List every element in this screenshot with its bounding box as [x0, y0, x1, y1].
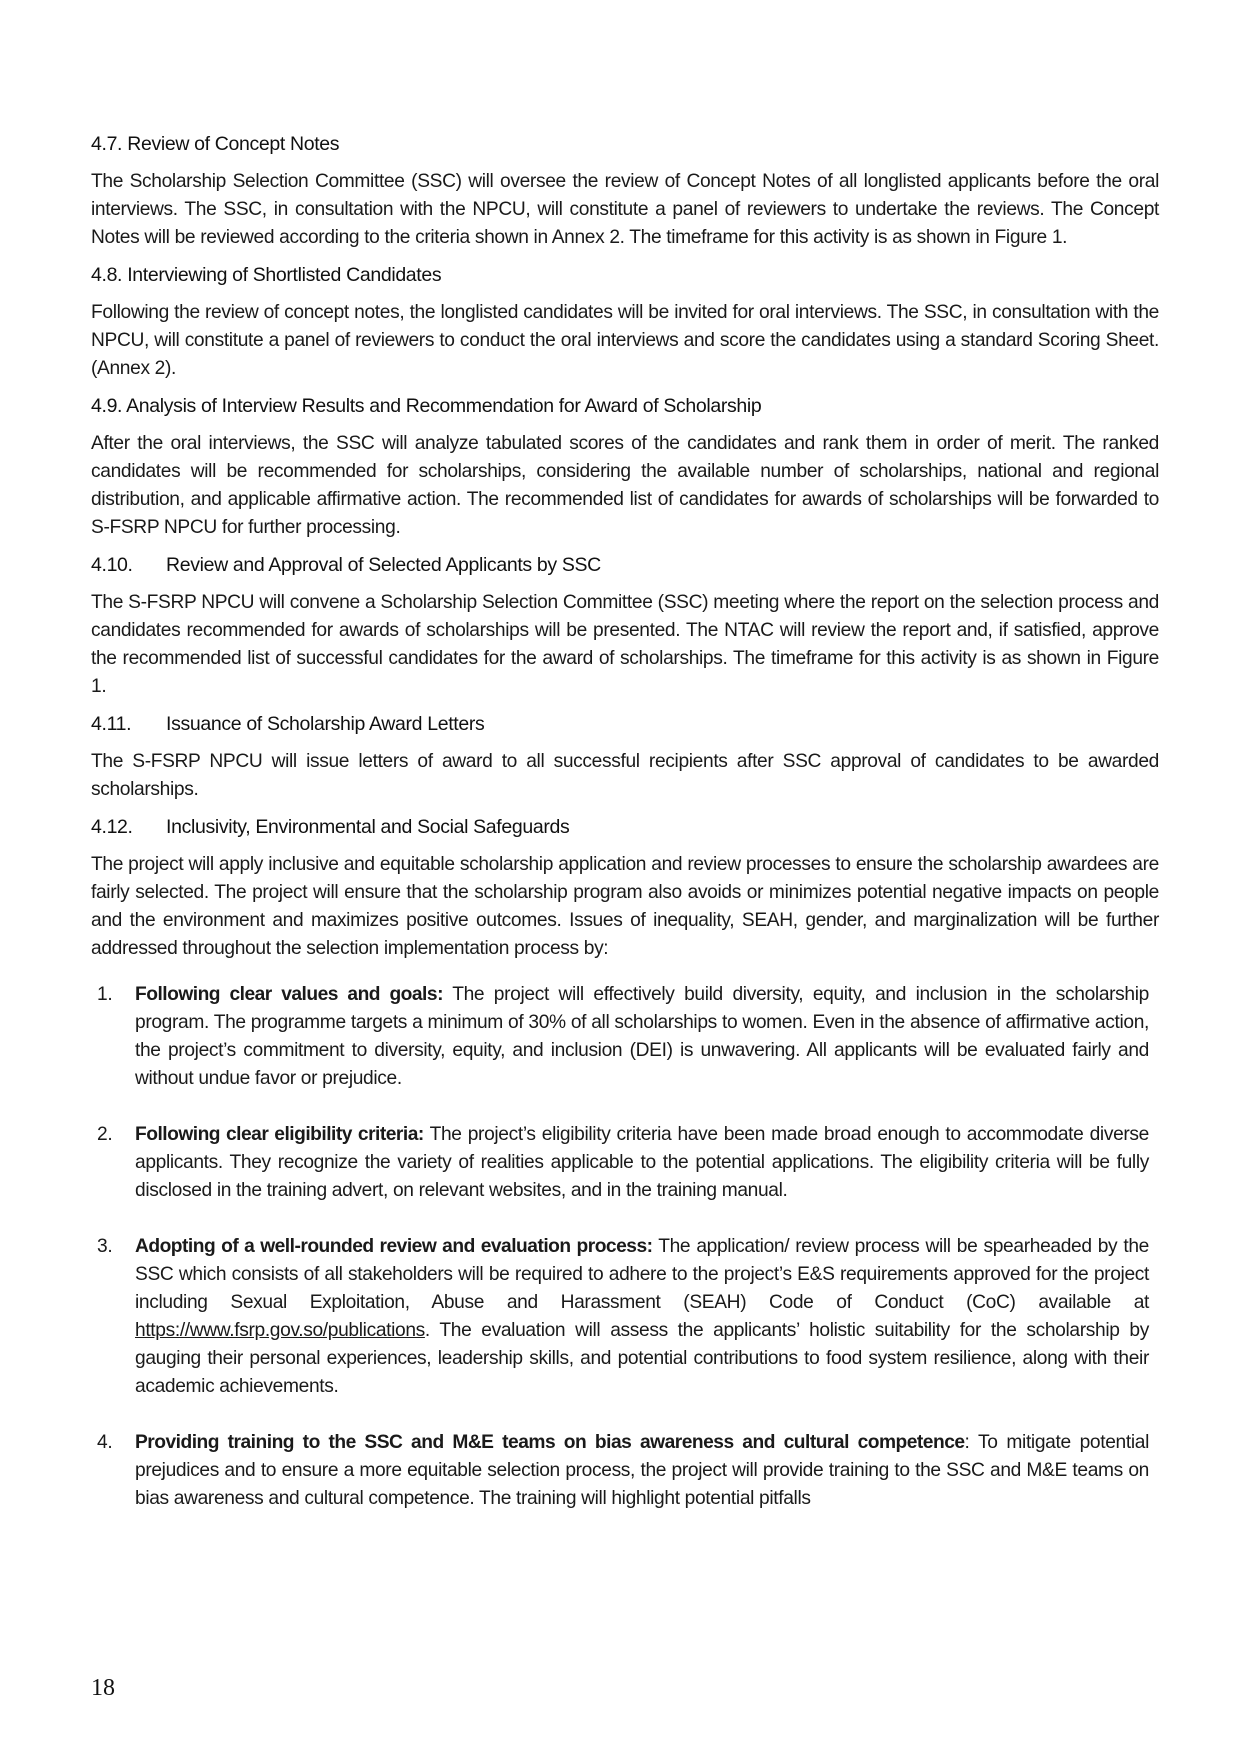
section-body: Following the review of concept notes, the longlisted candidates will be invited for oral interviews. The SSC, in consultation with the NPCU, will constitute a panel of reviewers to conduct the oral interviews and score the candidates using a standard Scoring Sheet. (Annex 2).	[91, 302, 1159, 379]
list-marker: 4.	[97, 1432, 113, 1453]
section-body: After the oral interviews, the SSC will analyze tabulated scores of the candidates and rank them in order of merit. The ranked candidates will be recommended for scholarships, considering the available number of scholarships, national and regional distribution, and applicable affirmative action. The recommended list of candidates for awards of scholarships will be forwarded to S-FSRP NPCU for further processing.	[91, 433, 1159, 538]
section-heading	[91, 261, 1159, 289]
list-item-text: The project’s eligibility criteria have been made broad enough to accommodate diverse applicants. They recognize the variety of realities applicable to the potential applications. The eligibility criteria will be fully disclosed in the training advert, on relevant websites, and in the training manual.	[135, 1124, 1149, 1201]
section-body: The Scholarship Selection Committee (SSC) will oversee the review of Concept Notes of all longlisted applicants before the oral interviews. The SSC, in consultation with the NPCU, will constitute a panel of reviewers to undertake the reviews. The Concept Notes will be reviewed according to the criteria shown in Annex 2. The timeframe for this activity is as shown in Figure 1.	[91, 171, 1159, 248]
section-title: Analysis of Interview Results and Recommendation for Award of Scholarship	[126, 395, 762, 417]
section-title: Review and Approval of Selected Applicants by SSC	[166, 554, 601, 576]
section-heading	[91, 813, 1159, 841]
section-body: The S-FSRP NPCU will convene a Scholarship Selection Committee (SSC) meeting where the report on the selection process and candidates recommended for awards of scholarships will be presented. The NTAC will review the report and, if satisfied, approve the recommended list of successful candidates for the award of scholarships. The timeframe for this activity is as shown in Figure 1.	[91, 592, 1159, 697]
section-4-7	[91, 130, 1159, 252]
section-number: 4.8.	[91, 264, 123, 286]
section-number: 4.12.	[91, 816, 133, 838]
section-number: 4.11.	[91, 713, 132, 735]
page-number: 18	[91, 1675, 115, 1701]
list-item	[91, 1429, 1159, 1513]
list-item-lead: Following clear eligibility criteria:	[135, 1124, 424, 1145]
list-item-text: The project will effectively build diversity, equity, and inclusion in the scholarship program. The programme targets a minimum of 30% of all scholarships to women. Even in the absence of affirmative action, the project’s commitment to diversity, equity, and inclusion (DEI) is unwavering. All applicants will be evaluated fairly and without undue favor or prejudice.	[135, 984, 1149, 1089]
section-heading	[91, 130, 1159, 158]
list-item	[91, 1233, 1159, 1401]
section-title: Issuance of Scholarship Award Letters	[166, 713, 485, 735]
list-marker: 1.	[97, 984, 113, 1005]
section-4-12	[91, 813, 1159, 1513]
section-number: 4.10.	[91, 554, 133, 576]
publications-link[interactable]: https://www.fsrp.gov.so/publications	[135, 1320, 425, 1341]
list-item-lead: Following clear values and goals:	[135, 984, 443, 1005]
section-4-10	[91, 551, 1159, 701]
section-number: 4.7.	[91, 133, 123, 155]
section-heading	[91, 392, 1159, 420]
page-content	[91, 130, 1159, 1541]
safeguards-list	[91, 981, 1159, 1513]
section-body: The project will apply inclusive and equitable scholarship application and review processes to ensure the scholarship awardees are fairly selected. The project will ensure that the scholarship program also avoids or minimizes potential negative impacts on people and the environment and maximizes positive outcomes. Issues of inequality, SEAH, gender, and marginalization will be further addressed throughout the selection implementation process by:	[91, 854, 1159, 959]
list-item-lead: Providing training to the SSC and M&E teams on bias awareness and cultural competence	[135, 1432, 965, 1453]
section-4-8	[91, 261, 1159, 383]
list-item	[91, 981, 1159, 1093]
section-4-9	[91, 392, 1159, 542]
section-title: Inclusivity, Environmental and Social Safeguards	[166, 816, 570, 838]
section-4-11	[91, 710, 1159, 804]
section-body: The S-FSRP NPCU will issue letters of award to all successful recipients after SSC approval of candidates to be awarded scholarships.	[91, 751, 1159, 800]
list-marker: 3.	[97, 1236, 113, 1257]
section-number: 4.9.	[91, 395, 123, 417]
list-item-text: . The evaluation will assess the applicants’ holistic suitability for the scholarship by gauging their personal experiences, leadership skills, and potential contributions to food system resilience, along with their academic achievements.	[135, 1320, 1149, 1397]
section-heading	[91, 710, 1159, 738]
list-item	[91, 1121, 1159, 1205]
list-marker: 2.	[97, 1124, 113, 1145]
list-item-lead: Adopting of a well-rounded review and evaluation process:	[135, 1236, 653, 1257]
list-item-text: : To mitigate potential prejudices and to ensure a more equitable selection process, the project will provide training to the SSC and M&E teams on bias awareness and cultural competence. The training will highlight potential pitfalls	[135, 1432, 1150, 1509]
section-title: Interviewing of Shortlisted Candidates	[127, 264, 442, 286]
list-item-text: The application/ review process will be spearheaded by the SSC which consists of all stakeholders will be required to adhere to the project’s E&S requirements approved for the project including Sexual Exploitation, Abuse and Harassment (SEAH) Code of Conduct (CoC) available at	[135, 1236, 1149, 1313]
section-heading	[91, 551, 1159, 579]
section-title: Review of Concept Notes	[127, 133, 340, 155]
